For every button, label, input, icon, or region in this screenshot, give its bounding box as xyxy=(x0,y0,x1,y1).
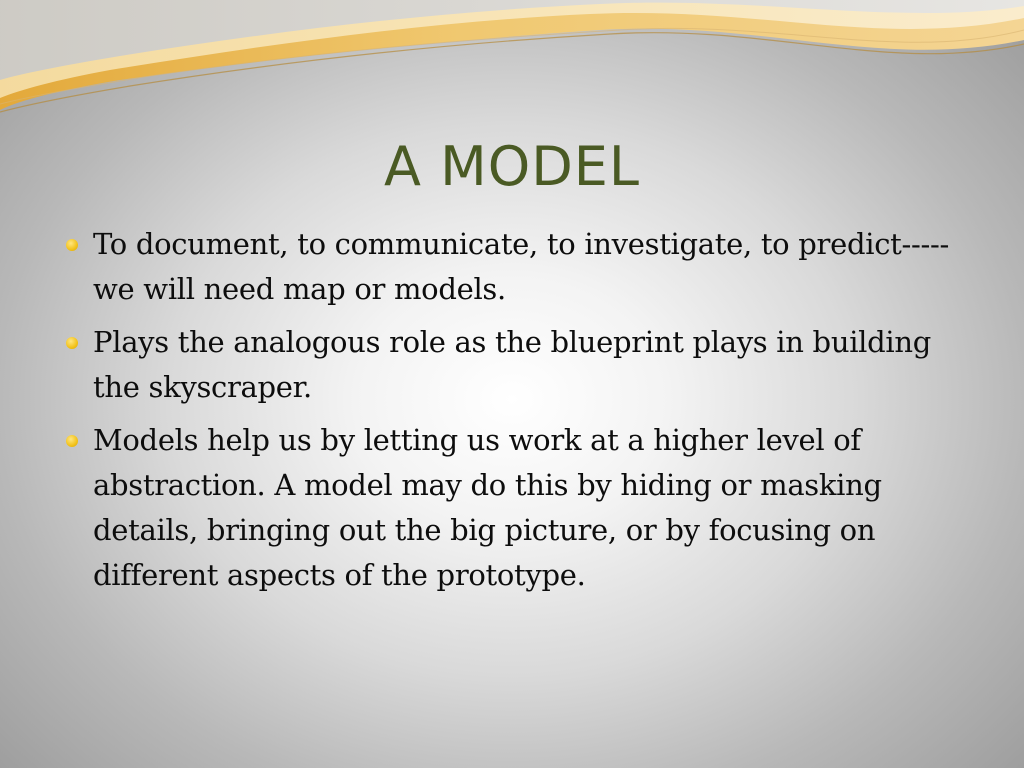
bullet-text: Plays the analogous role as the blueprint plays in building the skyscraper. xyxy=(93,325,932,404)
round-bullet-icon xyxy=(66,337,78,349)
bullet-item xyxy=(62,222,972,312)
bullet-list xyxy=(62,222,972,606)
decorative-wave-header xyxy=(0,0,1024,130)
bullet-text: Models help us by letting us work at a higher level of abstraction. A model may do this by hiding or masking details, bringing out the big picture, or by focusing on different aspects of the prototype. xyxy=(93,423,882,592)
round-bullet-icon xyxy=(66,239,78,251)
bullet-item xyxy=(62,320,972,410)
slide-title: A MODEL xyxy=(384,135,640,198)
bullet-item xyxy=(62,418,972,598)
bullet-text: To document, to communicate, to investigate, to predict-----we will need map or models. xyxy=(93,227,949,306)
round-bullet-icon xyxy=(66,435,78,447)
